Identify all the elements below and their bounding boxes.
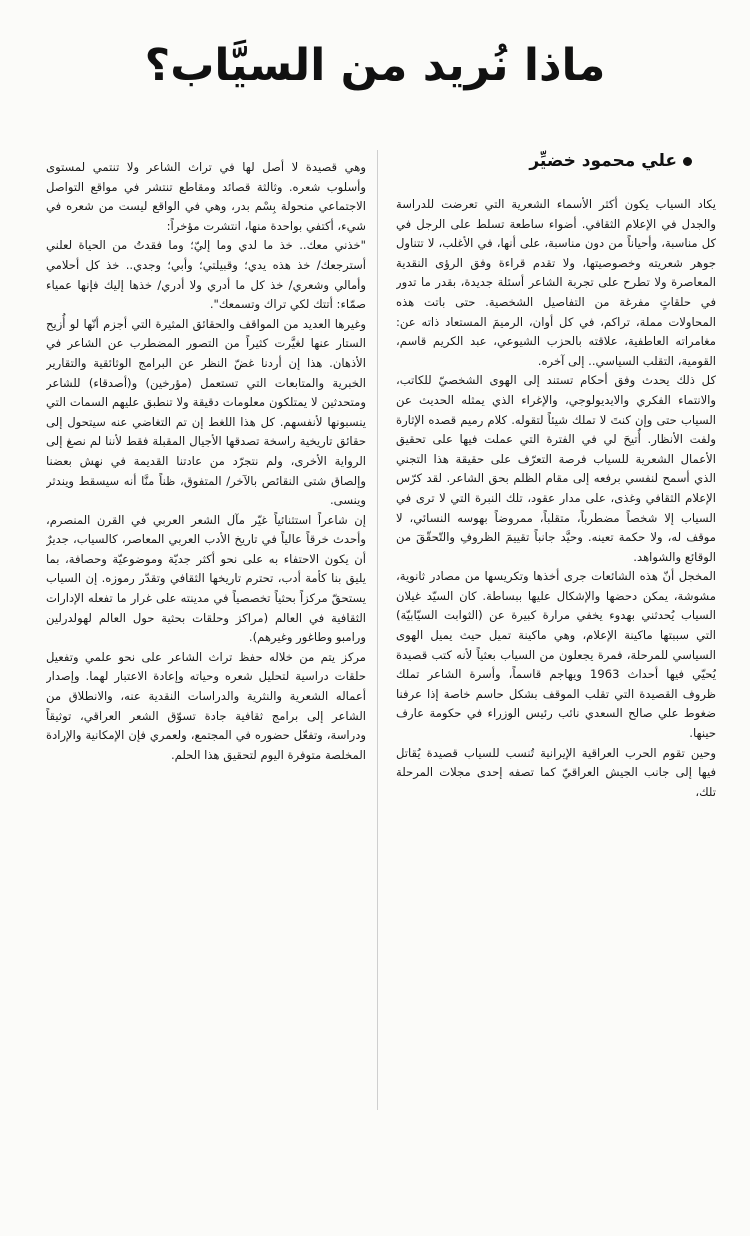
- paragraph: كل ذلك يحدث وفق أحكام تستند إلى الهوى الشخصيّ للكاتب، والانتماء الفكري والايديولوجي، والإغراء الذي يمثله الحديث عن السياب حتى وإن كنتَ لا تملك شيئاً لتقوله. كلام رميم قصده الإثارة ولفت الأنظار. أُتيحَ لي في الفترة التي عملت فيها على تحقيق الأعمال الشعرية للسياب فرصة التعرّف على حقيقة هذا التجني الذي أسمح لنفسي برفعه إلى مقام الظلم بحق الشاعر. لقد كرّس الإعلام الثقافي وغذى، على مدار عقود، تلك النبرة التي لا ترى في السياب إلا شخصاً مضطرباً، متقلباً، ممروضاً بهوسه النسائي، لا موقف له، ولا حكمة تعينه. وحيَّد جانباً تقييمَ الظروفِ والتّحقّقَ من الوقائع والشواهد.: [396, 373, 716, 564]
- byline: [529, 150, 692, 172]
- bullet-icon: [683, 157, 692, 166]
- paragraph: مركز يتم من خلاله حفظ تراث الشاعر على نحو علمي وتفعيل حلقات دراسية لتحليل شعره وحياته وإعادة الاعتبار لهما. وإصدار أعماله الشعرية والنثرية والدراسات النقدية عنه، والانطلاق من الشاعر إلى برامج ثقافية جادة تسوّق الشعر العراقي، توثيقاً ودراسة، وتفعّل حضوره في المجتمع، ولعمري فإن الإمكانية والإرادة المخلصة متوفرة اليوم لتحقيق هذا الحلم.: [46, 649, 366, 762]
- left-column: [46, 158, 366, 1158]
- column-divider: [377, 150, 378, 1110]
- right-column: [396, 195, 716, 1205]
- paragraph: إن شاعراً استثنائياً غيّر مآل الشعر العربي في القرن المنصرم، وأحدث خرقاً عالياً في تاريخ الأدب العربي المعاصر، كالسياب، جديرٌ أن يكون الاحتفاء به على نحو أكثر جديّة وموضوعيّة وحصافة، بما يليق بنا كأمة أدب، تحترم تاريخها الثقافي وتقدّر رموزه. إن السياب يستحقّ مركزاً بحثياً تخصصياً في مدينته على غرار ما تفعله الإدارات الثقافية في العالم (مراكز وحلقات بحثية حول العالم لهولدرلين ورامبو وطاغور وغيرهم).: [46, 512, 366, 645]
- paragraph: وهي قصيدة لا أصل لها في تراث الشاعر ولا تنتمي لمستوى وأسلوب شعره. وثالثة قصائد ومقاطع تنتشر في مواقع التواصل الاجتماعي منحولة بِسْم بدر، وهي في الواقع ليست من شعره في شيء، أكتفي بواحدة منها، انتشرت مؤخراً:: [46, 160, 366, 233]
- paragraph: يكاد السياب يكون أكثر الأسماء الشعرية التي تعرضت للدراسة والجدل في الإعلام الثقافي. أضواء ساطعة تسلط على الرجل في كل مناسبة، وأحياناً من دون مناسبة، على أنها، في الأغلب، لا تتناول جوهر شعريته وخصوصيتها، ولا تقدم قراءة وفق الرؤى النقدية المعاصرة ولا تطرح على تجربة الشاعر أسئلة جديدة، بقدر ما تدور في حلقاتٍ مفرغة من التفاصيل الشخصية. حتى باتت هذه المحاولات مملة، تراكم، في كل أوان، الرميمَ المستعاد ذاته عن: مغامراته العاطفية، علاقته بالحزب الشيوعي، عبد الكريم قاسم، القومية، التقلب السياسي.. إلى آخره.: [396, 197, 716, 368]
- article-headline: ماذا نُريد من السيَّاب؟: [144, 40, 606, 91]
- paragraph: وغيرها العديد من المواقف والحقائق المثيرة التي أجزم أنّها لو أُزيح الستار عنها لغيَّرت كثيراً من التصور المضطرب عن الشاعر في الأذهان. هذا إن أردنا غضّ النظر عن البرامج الوثائقية والتقارير الخبرية والمتابعات التي تستعمل (مؤرخين) و(أصدقاء) للشاعر ومتحدثين لا يمتلكون معلومات دقيقة ولا تنطبق عليهم السمات التي ينسبونها لأنفسهم. كل هذا اللغط إن تم التغاضي عنه سيتحول إلى حقائق تاريخية راسخة تصدقها الأجيال المقبلة فقط لأننا لم نصغ إلى الرواية الأخرى، ولم نتجرّد من عادتنا القديمة في نهش بعضنا وإلصاق شتى النقائص بالآخر/ المتفوق، ظناً منَّا أنه سيسقط ويندثر وينسى.: [46, 316, 366, 508]
- paragraph: المخجل أنّ هذه الشائعات جرى أخذها وتكريسها من مصادر ثانوية، مشوشة، يمكن دحضها والإشكال عليها ببساطة. كان السيّد غيلان السياب يُحدثني بهدوء يخفي مرارة كبيرة عن (الثوابت السيّابيّة) التي سببتها ماكينة الإعلام، وهي ماكينة تميل حيث يميل الهوى السياسي للمرحلة، فمرة يجعلون من السياب بعثياً لأنه كتب قصيدة يُحيّي فيها أحداث 1963 ويهاجم قاسماً، وأسرة الشاعر تملك ظروف القصيدة التي تقلب الموقف بشكل حاسم خاصة إذا عرفنا ضغوط علي صالح السعدي نائب رئيس الوزراء في حكومة عارف حينها.: [396, 569, 716, 741]
- author-name: علي محمود خضيِّر: [529, 151, 677, 171]
- paragraph: وحين تقوم الحرب العراقية الإيرانية تُنسب للسياب قصيدة يُقاتل فيها إلى جانب الجيش العراقيّ كما تصفه إحدى مجلات المرحلة تلك،: [396, 745, 716, 799]
- quoted-poem: "خذني معك.. خذ ما لدي وما إليّ؛ وما فقدتُ من الحياة لعلني أسترجعك/ خذ هذه يدي؛ وقبيلتي؛ وأبي؛ وجدي.. خذ كل أحلامي وأمالي وشعري/ خذ كل ما أدري ولا أدري/ خذها إليك فإنها عمياء صمّاء: أتتك لكي تراك وتسمعك".: [46, 238, 366, 312]
